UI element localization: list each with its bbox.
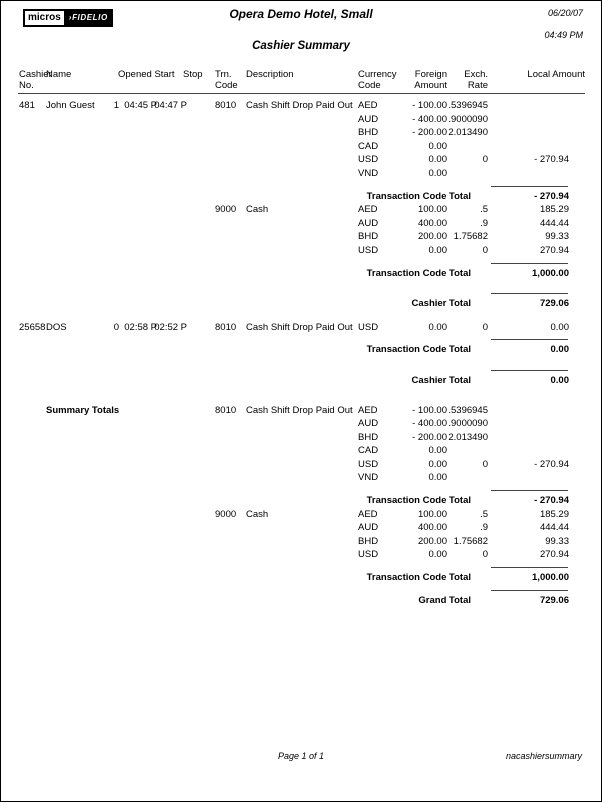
exch-rate: 2.013490: [448, 431, 488, 443]
currency-code: USD: [358, 458, 379, 470]
detail-row: [1, 417, 601, 431]
detail-row: [1, 140, 601, 154]
currency-code: AUD: [358, 418, 379, 430]
foreign-amount: - 400.00: [412, 113, 447, 125]
total-rule-row: [1, 585, 601, 594]
total-label: Cashier Total: [411, 298, 471, 310]
cashier-no: 481: [19, 100, 35, 111]
currency-code: BHD: [358, 431, 379, 443]
detail-row: [1, 230, 601, 244]
total-rule: [491, 293, 568, 294]
foreign-amount: 100.00: [417, 508, 447, 520]
exch-rate: 0: [482, 458, 488, 470]
col-stop: Stop: [183, 69, 203, 80]
spacer-row: [1, 311, 601, 321]
currency-code: USD: [358, 321, 379, 333]
fidelio-label: FIDELIO: [72, 13, 108, 22]
cashier-total-row: [1, 297, 601, 311]
detail-row: [1, 99, 601, 113]
col-cashier: Cashier: [19, 69, 52, 80]
logo-chevron-icon: ›: [68, 13, 73, 22]
transaction-code-total-row: [1, 571, 601, 585]
foreign-amount: 200.00: [417, 535, 447, 547]
detail-row: [1, 244, 601, 258]
total-rule: [491, 590, 568, 591]
exch-rate: 2.013490: [448, 127, 488, 139]
col-foreign-amount: Amount: [414, 80, 447, 91]
trn-description: Cash: [246, 204, 269, 216]
foreign-amount: - 100.00: [412, 404, 447, 416]
foreign-amount: 100.00: [417, 204, 447, 216]
total-rule-row: [1, 334, 601, 343]
total-rule-row: [1, 288, 601, 297]
spacer-row: [1, 388, 601, 398]
total-value: 1,000.00: [532, 267, 569, 279]
foreign-amount: - 200.00: [412, 127, 447, 139]
local-amount: 185.29: [539, 508, 569, 520]
total-rule: [491, 263, 568, 264]
col-currency-code: Code: [358, 80, 381, 91]
col-foreign: Foreign: [414, 69, 447, 80]
col-opened-start: Opened Start: [118, 69, 175, 80]
trn-description: Cash Shift Drop Paid Out: [246, 404, 353, 416]
exch-rate: .5396945: [448, 100, 488, 111]
spacer-row: [1, 280, 601, 288]
detail-row: [1, 167, 601, 181]
currency-code: USD: [358, 154, 379, 166]
detail-row: [1, 203, 601, 217]
total-value: 1,000.00: [532, 572, 569, 584]
total-value: - 270.94: [534, 495, 569, 507]
local-amount: 444.44: [539, 522, 569, 534]
exch-rate: 0: [482, 321, 488, 333]
currency-code: CAD: [358, 445, 379, 457]
foreign-amount: 0.00: [428, 154, 447, 166]
footer-page-number: Page 1 of 1: [277, 751, 325, 761]
currency-code: AED: [358, 100, 378, 111]
total-label: Transaction Code Total: [366, 344, 471, 356]
exch-rate: 1.75682: [453, 231, 488, 243]
foreign-amount: - 200.00: [412, 431, 447, 443]
foreign-amount: 0.00: [428, 458, 447, 470]
total-rule: [491, 339, 568, 340]
total-rule-row: [1, 562, 601, 571]
spacer-row: [1, 357, 601, 365]
total-rule: [491, 186, 568, 187]
transaction-code-total-row: [1, 267, 601, 281]
exch-rate: .9: [480, 217, 488, 229]
currency-code: AUD: [358, 217, 379, 229]
start-time: 02:58 P: [124, 321, 157, 333]
detail-row: [1, 458, 601, 472]
foreign-amount: 400.00: [417, 522, 447, 534]
footer-report-name: nacashiersummary: [505, 751, 582, 761]
foreign-amount: 0.00: [428, 244, 447, 256]
detail-row: [1, 431, 601, 445]
detail-row: [1, 404, 601, 418]
col-local-amount: Local Amount: [527, 69, 585, 80]
foreign-amount: 0.00: [428, 167, 447, 179]
total-value: 729.06: [539, 594, 569, 606]
col-exch-rate: Rate: [467, 80, 488, 91]
total-label: Transaction Code Total: [366, 572, 471, 584]
col-trn: Trn.: [215, 69, 232, 80]
transaction-code-total-row: [1, 494, 601, 508]
currency-code: BHD: [358, 127, 379, 139]
foreign-amount: 0.00: [428, 140, 447, 152]
foreign-amount: 0.00: [428, 472, 447, 484]
exch-rate: .9: [480, 522, 488, 534]
cashier-total-row: [1, 374, 601, 388]
local-amount: 270.94: [539, 549, 569, 561]
report-title: Cashier Summary: [252, 40, 350, 52]
exch-rate: .9000090: [448, 113, 488, 125]
exch-rate: .5: [480, 204, 488, 216]
transaction-code-total-row: [1, 343, 601, 357]
currency-code: VND: [358, 167, 379, 179]
trn-code: 8010: [215, 100, 237, 111]
detail-row: [1, 113, 601, 127]
exch-rate: .5396945: [448, 404, 488, 416]
micros-logo: micros: [23, 9, 66, 27]
local-amount: 99.33: [545, 535, 569, 547]
trn-code: 8010: [215, 404, 237, 416]
col-trn-code: Code: [215, 80, 238, 91]
total-rule: [491, 567, 568, 568]
report-body: [1, 99, 601, 607]
foreign-amount: 0.00: [428, 549, 447, 561]
currency-code: AED: [358, 404, 378, 416]
local-amount: - 270.94: [534, 154, 569, 166]
detail-row: [1, 535, 601, 549]
trn-description: Cash: [246, 508, 269, 520]
col-description: Description: [246, 69, 294, 80]
header-underline: [18, 93, 585, 94]
detail-row: [1, 217, 601, 231]
total-label: Transaction Code Total: [366, 495, 471, 507]
total-value: - 270.94: [534, 190, 569, 202]
total-rule-row: [1, 181, 601, 190]
detail-row: [1, 126, 601, 140]
opened-count: 0: [113, 321, 119, 333]
foreign-amount: 0.00: [428, 321, 447, 333]
exch-rate: 1.75682: [453, 535, 488, 547]
opened-count: 1: [113, 100, 119, 111]
currency-code: USD: [358, 244, 379, 256]
total-label: Cashier Total: [411, 374, 471, 386]
foreign-amount: - 100.00: [412, 100, 447, 111]
foreign-amount: 200.00: [417, 231, 447, 243]
summary-totals-label: Summary Totals: [46, 404, 120, 416]
stop-time: 02:52 P: [154, 321, 187, 333]
total-label: Grand Total: [418, 594, 471, 606]
trn-code: 9000: [215, 204, 237, 216]
foreign-amount: - 400.00: [412, 418, 447, 430]
foreign-amount: 400.00: [417, 217, 447, 229]
local-amount: 185.29: [539, 204, 569, 216]
exch-rate: .5: [480, 508, 488, 520]
grand-total-row: [1, 594, 601, 608]
local-amount: - 270.94: [534, 458, 569, 470]
start-time: 04:45 P: [124, 100, 157, 111]
col-no: No.: [19, 80, 34, 91]
exch-rate: 0: [482, 244, 488, 256]
detail-row: [1, 321, 601, 335]
stop-time: 04:47 P: [154, 100, 187, 111]
detail-row: [1, 471, 601, 485]
currency-code: AUD: [358, 113, 379, 125]
local-amount: 0.00: [550, 321, 569, 333]
currency-code: AED: [358, 204, 378, 216]
total-value: 0.00: [550, 344, 569, 356]
currency-code: USD: [358, 549, 379, 561]
total-rule-row: [1, 258, 601, 267]
trn-description: Cash Shift Drop Paid Out: [246, 321, 353, 333]
currency-code: CAD: [358, 140, 379, 152]
currency-code: AED: [358, 508, 378, 520]
total-value: 729.06: [539, 298, 569, 310]
local-amount: 99.33: [545, 231, 569, 243]
col-currency: Currency: [358, 69, 397, 80]
cashier-no: 25658: [19, 321, 46, 333]
exch-rate: .9000090: [448, 418, 488, 430]
exch-rate: 0: [482, 549, 488, 561]
total-label: Transaction Code Total: [366, 267, 471, 279]
total-rule-row: [1, 485, 601, 494]
total-rule: [491, 490, 568, 491]
trn-description: Cash Shift Drop Paid Out: [246, 100, 353, 111]
report-time: 04:49 PM: [544, 30, 583, 40]
detail-row: [1, 444, 601, 458]
currency-code: BHD: [358, 231, 379, 243]
col-name: Name: [46, 69, 72, 80]
exch-rate: 0: [482, 154, 488, 166]
hotel-title: Opera Demo Hotel, Small: [229, 7, 373, 21]
detail-row: [1, 153, 601, 167]
report-date: 06/20/07: [547, 8, 583, 18]
col-exch: Exch.: [464, 69, 488, 80]
foreign-amount: 0.00: [428, 445, 447, 457]
trn-code: 8010: [215, 321, 237, 333]
local-amount: 270.94: [539, 244, 569, 256]
total-label: Transaction Code Total: [366, 190, 471, 202]
currency-code: BHD: [358, 535, 379, 547]
total-rule: [491, 370, 568, 371]
currency-code: AUD: [358, 522, 379, 534]
detail-row: [1, 508, 601, 522]
detail-row: [1, 521, 601, 535]
trn-code: 9000: [215, 508, 237, 520]
detail-row: [1, 548, 601, 562]
currency-code: VND: [358, 472, 379, 484]
total-rule-row: [1, 365, 601, 374]
local-amount: 444.44: [539, 217, 569, 229]
total-value: 0.00: [550, 374, 569, 386]
cashier-name: DOS: [46, 321, 67, 333]
transaction-code-total-row: [1, 190, 601, 204]
cashier-name: John Guest: [46, 100, 95, 111]
